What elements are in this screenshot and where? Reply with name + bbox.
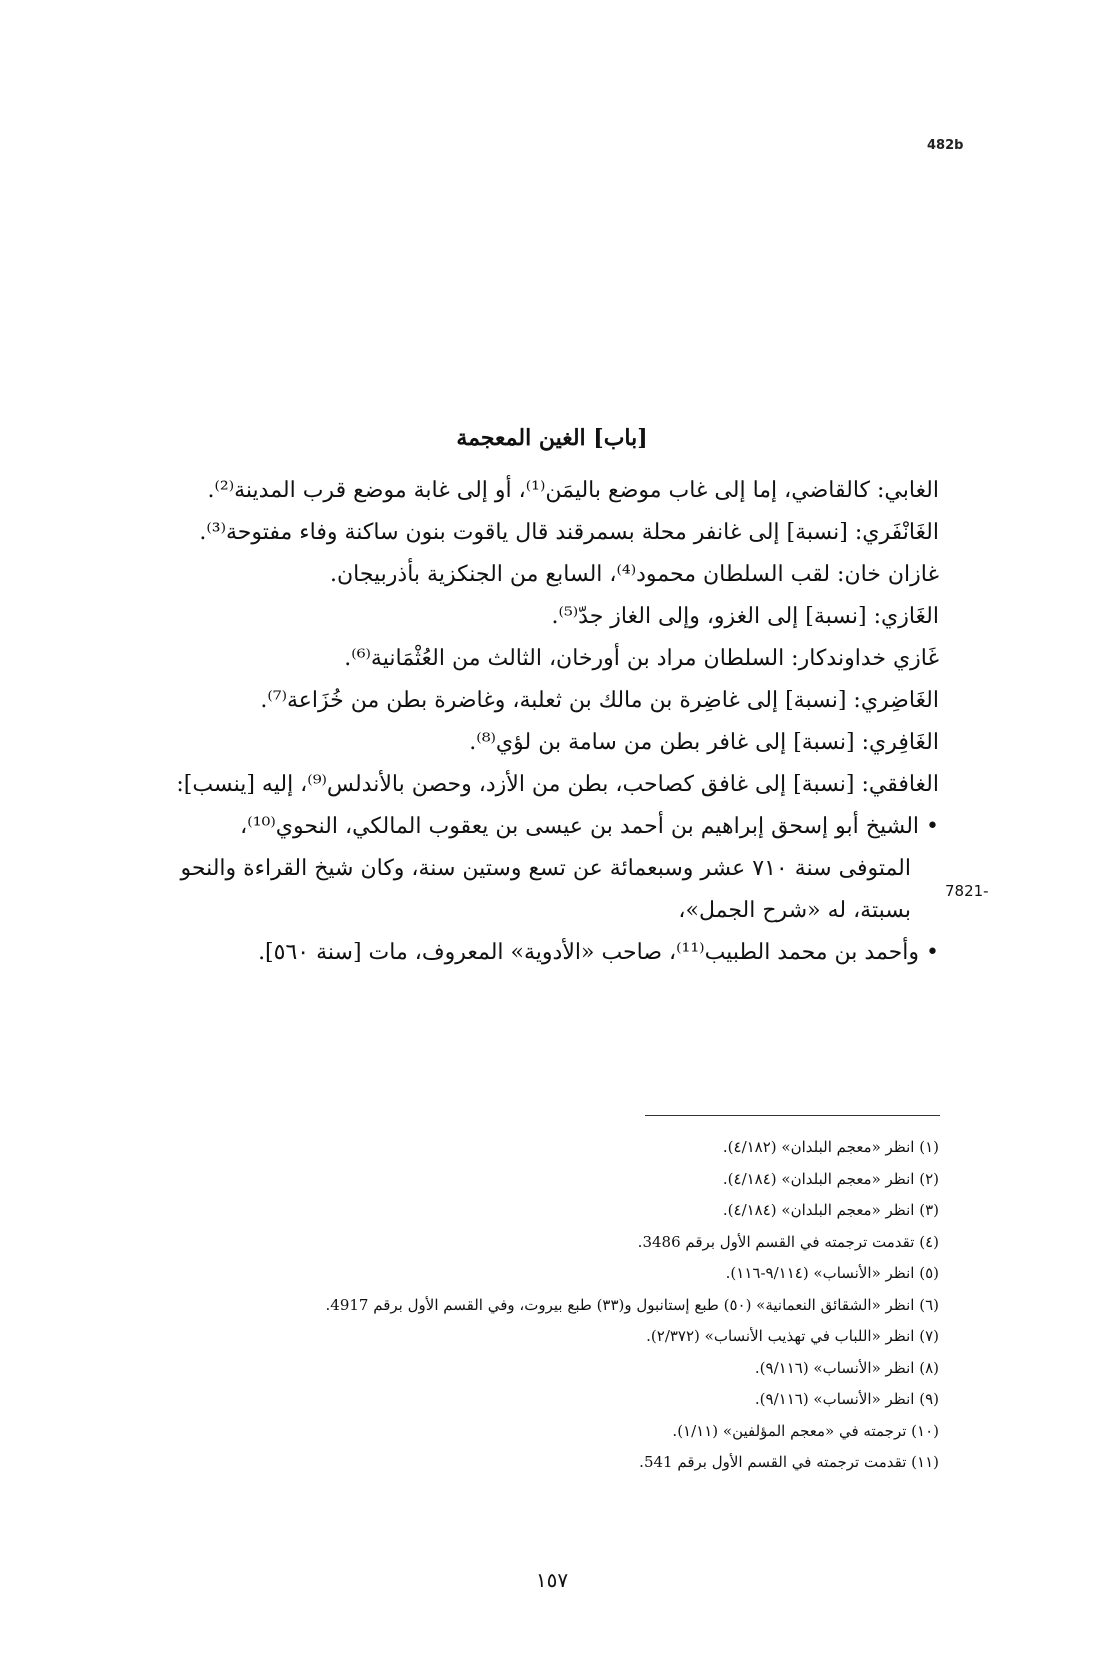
entry-line: الغافقي: [نسبة] إلى غافق كصاحب، بطن من الأزد، وحصن بالأندلس⁽⁹⁾، إليه [ينسب]: <box>176 772 939 797</box>
sub-entry-continuation: المتوفى سنة ٧١٠ عشر وسبعمائة عن تسع وستين سنة، وكان شيخ القراءة والنحو بسبتة، له «شرح الجمل»، <box>180 856 911 923</box>
footnotes <box>179 1132 939 1479</box>
entry-line: الغَانْفَري: [نسبة] إلى غانفر محلة بسمرقند قال ياقوت بنون ساكنة وفاء مفتوحة⁽³⁾. <box>199 520 939 545</box>
footnote: (٢) انظر «معجم البلدان» (٤/١٨٤). <box>722 1169 939 1188</box>
page-number: ١٥٧ <box>535 1568 569 1592</box>
footnote: (٣) انظر «معجم البلدان» (٤/١٨٤). <box>722 1201 939 1219</box>
entry-number: 7821- <box>945 882 989 900</box>
sub-entry-first-line: • وأحمد بن محمد الطبيب⁽¹¹⁾، صاحب «الأدوية» المعروف، مات [سنة ٥٦٠]. <box>258 940 939 965</box>
entry-line: الغَازي: [نسبة] إلى الغزو، وإلى الغاز جدّ⁽⁵⁾. <box>551 604 939 629</box>
entry-line: الغابي: كالقاضي، إما إلى غاب موضع باليمَن⁽¹⁾، أو إلى غابة موضع قرب المدينة⁽²⁾. <box>207 478 939 503</box>
entry-line: غازان خان: لقب السلطان محمود⁽⁴⁾، السابع من الجنكزية بأذربيجان. <box>329 562 939 587</box>
entry-line: الغَافِري: [نسبة] إلى غافر بطن من سامة بن لؤي⁽⁸⁾. <box>469 730 939 755</box>
footnote: (٨) انظر «الأنساب» (٩/١١٦). <box>754 1358 939 1377</box>
footnote: (٤) تقدمت ترجمته في القسم الأول برقم 3486. <box>637 1232 939 1251</box>
footnote: (٦) انظر «الشقائق النعمانية» (٥٠) طبع إستانبول و(٣٣) طبع بيروت، وفي القسم الأول برقم 4917. <box>325 1295 939 1314</box>
sub-entry-first-line: • الشيخ أبو إسحق إبراهيم بن أحمد بن عيسى بن يعقوب المالكي، النحوي⁽¹⁰⁾، <box>240 814 939 839</box>
entry-line: غَازي خداوندكار: السلطان مراد بن أورخان، الثالث من العُثْمَانية⁽⁶⁾. <box>344 646 939 671</box>
footnote: (١) انظر «معجم البلدان» (٤/١٨٢). <box>722 1138 939 1156</box>
footnote: (٩) انظر «الأنساب» (٩/١١٦). <box>754 1390 939 1408</box>
main-text <box>139 470 939 974</box>
footnote: (١١) تقدمت ترجمته في القسم الأول برقم 541. <box>639 1453 939 1471</box>
footnote: (١٠) ترجمته في «معجم المؤلفين» (١/١١). <box>672 1421 939 1440</box>
footnote: (٧) انظر «اللباب في تهذيب الأنساب» (٢/٣٧٢). <box>646 1327 939 1345</box>
footnote: (٥) انظر «الأنساب» (٩/١١٤-١١٦). <box>725 1264 939 1282</box>
page-identifier: 482b <box>927 138 964 153</box>
footnote-divider <box>645 1115 940 1116</box>
entry-line: الغَاضِري: [نسبة] إلى غاضِرة بن مالك بن ثعلبة، وغاضرة بطن من خُزَاعة⁽⁷⁾. <box>260 688 939 713</box>
section-heading: [باب] الغين المعجمة <box>456 425 648 451</box>
